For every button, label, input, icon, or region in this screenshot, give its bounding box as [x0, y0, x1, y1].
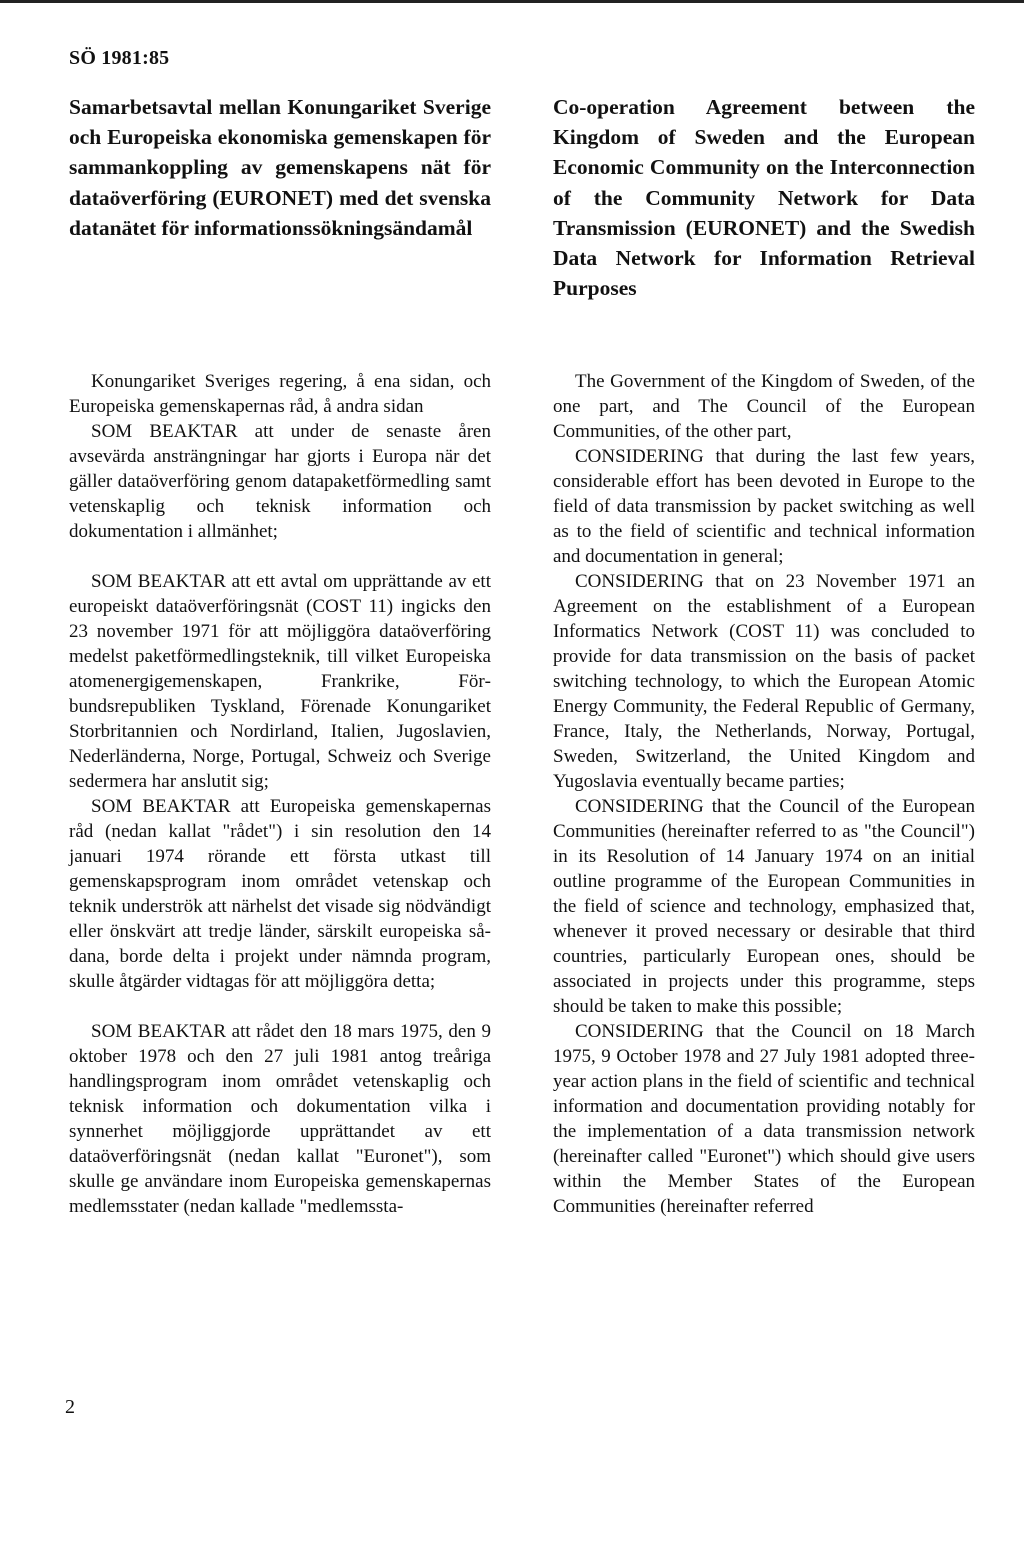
top-rule	[0, 0, 1024, 3]
swedish-paragraph-considering-2: SOM BEAKTAR att ett avtal om upprättande av ett europeiskt dataöverföringsnät (COST 11) ingicks den 23 november 1971 för att möjliggöra dataöverföring medelst paketförmedlingsteknik, till vilket Europeiska atomenergigemenskapen, Frankrike, Förbundsrepubliken Tyskland, Förenade Konungariket Storbritannien och Nordirland, Italien, Jugoslavien, Nederländerna, Norge, Portugal, Schweiz och Sverige sedermera har anslutit sig;	[69, 571, 491, 792]
english-paragraph-considering-4: CONSIDERING that the Council on 18 March 1975, 9 October 1978 and 27 July 1981 adopted three-year action plans in the field of scientific and technical information and documentation providing notably for the implementation of a data transmission network (hereinafter called "Euronet") which should give users within the Member States of the European Communities (hereinafter referred	[553, 1021, 975, 1217]
page-number: 2	[65, 1396, 75, 1418]
document-reference: SÖ 1981:85	[69, 47, 170, 69]
english-paragraph-preamble: The Government of the Kingdom of Sweden, of the one part, and The Council of the European Communities, of the other part,	[553, 371, 975, 442]
title-english: Co-operation Agreement between the Kingdom of Sweden and the European Economic Community on the Interconnection of the Community Network for Data Transmission (EURONET) and the Swedish Data Network for Information Retrieval Purposes	[553, 95, 975, 301]
english-paragraph-considering-2: CONSIDERING that on 23 November 1971 an Agreement on the establishment of a European Informatics Network (COST 11) was concluded to provide for data transmission on the basis of packet switching technology, to which the European Atomic Energy Community, the Federal Republic of Germany, France, Italy, the Netherlands, Norway, Portugal, Sweden, Switzerland, the United Kingdom and Yugoslavia eventually became parties;	[553, 571, 975, 792]
english-paragraph-considering-1: CONSIDERING that during the last few years, considerable effort has been devoted in Europe to the field of data transmission by packet switching as well as to the field of scientific and technical information and documentation in general;	[553, 446, 975, 567]
swedish-paragraph-considering-1: SOM BEAKTAR att under de senaste åren avsevärda ansträngningar har gjorts i Europa när det gäller dataöverföring genom datapaketförmedling samt vetenskaplig och teknisk information och dokumentation i allmänhet;	[69, 421, 491, 542]
swedish-paragraph-considering-4: SOM BEAKTAR att rådet den 18 mars 1975, den 9 oktober 1978 och den 27 juli 1981 antog treåriga handlingsprogram inom området vetenskaplig och teknisk information och dokumentation vilka i synnerhet möjliggjorde upprättandet av ett dataöverföringsnät (nedan kallat "Euronet"), som skulle ge användare inom Europeiska gemenskapernas medlemsstater (nedan kallade "medlemssta-	[69, 1021, 491, 1217]
title-swedish: Samarbetsavtal mellan Konungariket Sverige och Europeiska ekonomiska gemenskapen för sammankoppling av gemenskapens nät för dataöverföring (EURONET) med det svenska datanätet för informationssökningsändamål	[69, 95, 491, 240]
swedish-paragraph-considering-3: SOM BEAKTAR att Europeiska gemenskapernas råd (nedan kallat "rådet") i sin resolution den 14 januari 1974 rörande ett första utkast till gemenskapsprogram inom området vetenskap och teknik underströk att närhelst det visade sig nödvändigt eller önskvärt att tredje länder, särskilt europeiska sådana, borde delta i projekt under nämnda program, skulle åtgärder vidtagas för att möjliggöra detta;	[69, 796, 491, 992]
swedish-column	[69, 369, 491, 1219]
english-paragraph-considering-3: CONSIDERING that the Council of the European Communities (hereinafter referred to as "the Council") in its Resolution of 14 January 1974 on an initial outline programme of the European Communities in the field of science and technology, emphasized that, whenever it proved necessary or desirable that third countries, particularly European ones, should be associated in projects under this programme, steps should be taken to make this possible;	[553, 796, 975, 1017]
english-column	[553, 369, 975, 1219]
swedish-paragraph-preamble: Konungariket Sveriges regering, å ena sidan, och Europeiska gemenskapernas råd, å andra sidan	[69, 371, 491, 417]
